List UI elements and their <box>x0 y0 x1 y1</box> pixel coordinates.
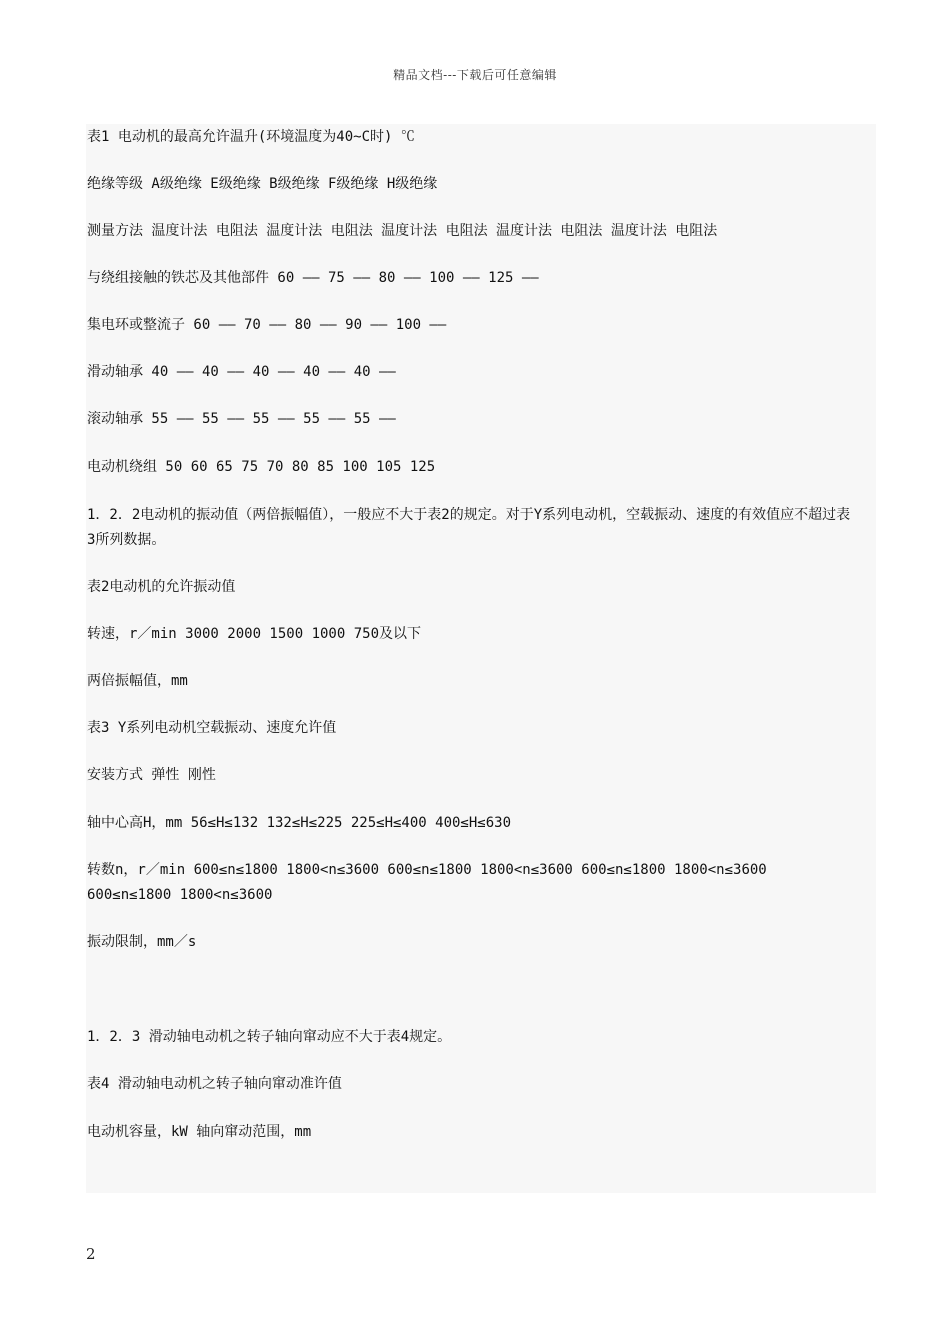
capacity-row: 电动机容量，kW 轴向窜动范围，mm <box>87 1124 312 1140</box>
vibration-limit-row: 振动限制，mm／s <box>87 934 197 950</box>
mounting-row: 安装方式 弹性 刚性 <box>87 767 216 783</box>
page-number: 2 <box>86 1245 96 1263</box>
slip-ring-row: 集电环或整流子 60 —— 70 —— 80 —— 90 —— 100 —— <box>87 317 447 333</box>
shaft-height-row: 轴中心高H，mm 56≤H≤132 132≤H≤225 225≤H≤400 400≤H≤630 <box>87 815 512 831</box>
table2-title: 表2电动机的允许振动值 <box>87 579 236 595</box>
table4-title: 表4 滑动轴电动机之转子轴向窜动准许值 <box>87 1076 342 1092</box>
core-parts-row: 与绕组接触的铁芯及其他部件 60 —— 75 —— 80 —— 100 —— 125 —— <box>87 270 539 286</box>
motor-winding-row: 电动机绕组 50 60 65 75 70 80 85 100 105 125 <box>87 459 436 475</box>
page-header: 精品文档---下载后可任意编辑 <box>393 68 557 82</box>
rotation-speed-row: 转数n，r／min 600≤n≤1800 1800<n≤3600 600≤n≤1800 1800<n≤3600 600≤n≤1800 1800<n≤3600 600≤n≤1800 1800<n≤3600 <box>87 862 776 903</box>
measurement-method-row: 测量方法 温度计法 电阻法 温度计法 电阻法 温度计法 电阻法 温度计法 电阻法 温度计法 电阻法 <box>87 223 718 239</box>
amplitude-row: 两倍振幅值，mm <box>87 673 188 689</box>
table3-title: 表3 Y系列电动机空载振动、速度允许值 <box>87 720 337 736</box>
rolling-bearing-row: 滚动轴承 55 —— 55 —— 55 —— 55 —— 55 —— <box>87 411 396 427</box>
section-1-2-2: 1．2．2电动机的振动值（两倍振幅值），一般应不大于表2的规定。对于Y系列电动机，空载振动、速度的有效值应不超过表3所列数据。 <box>87 507 851 548</box>
insulation-class-row: 绝缘等级 A级绝缘 E级绝缘 B级绝缘 F级绝缘 H级绝缘 <box>87 176 438 192</box>
speed-row: 转速，r／min 3000 2000 1500 1000 750及以下 <box>87 626 422 642</box>
table1-title: 表1 电动机的最高允许温升(环境温度为40~C时) ℃ <box>87 129 415 145</box>
section-1-2-3: 1．2．3 滑动轴电动机之转子轴向窜动应不大于表4规定。 <box>87 1029 452 1045</box>
sliding-bearing-row: 滑动轴承 40 —— 40 —— 40 —— 40 —— 40 —— <box>87 364 396 380</box>
